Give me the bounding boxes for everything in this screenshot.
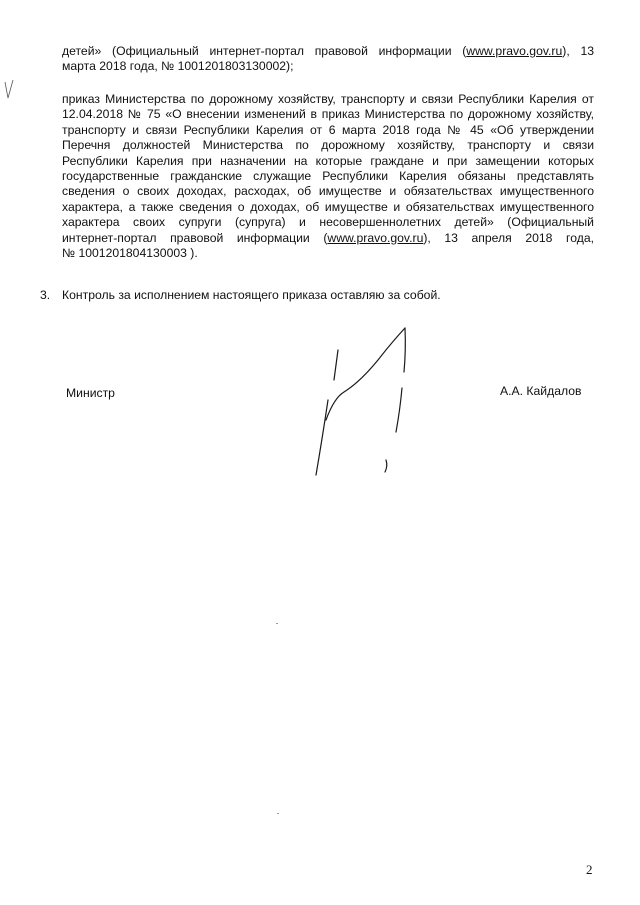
- paragraph-previous-order-continuation: [62, 44, 594, 75]
- text-line: сведения о своих доходах, расходах, об имуществе и обязательствах имущественного: [62, 184, 594, 199]
- item-number: 3.: [40, 288, 51, 302]
- text-line: детей» (Официальный интернет-портал правовой информации (www.pravo.gov.ru), 13: [62, 44, 594, 58]
- text-line: государственные гражданские служащие Республики Карелия обязаны представлять: [62, 169, 594, 184]
- margin-handwritten-mark: [2, 78, 16, 102]
- page-number: 2: [586, 862, 593, 877]
- paragraph-order-12-04-2018: [62, 92, 594, 261]
- signatory-name: А.А. Кайдалов: [500, 384, 582, 398]
- text-line: характера, а также сведения о доходах, об имуществе и обязательствах имущественного: [62, 199, 594, 214]
- scan-speck: [277, 813, 279, 814]
- handwritten-signature: [300, 320, 420, 485]
- pravo-link[interactable]: www.pravo.gov.ru: [466, 44, 563, 58]
- item-3: [40, 288, 600, 303]
- text-line: 12.04.2018 № 75 «О внесении изменений в приказ Министерства по дорожному хозяйству,: [62, 107, 594, 122]
- text-line: Республики Карелия при назначении на которые граждане и при замещении которых: [62, 153, 594, 168]
- text-line: интернет-портал правовой информации (www.pravo.gov.ru), 13 апреля 2018 года,: [62, 230, 594, 245]
- text-line: характера своих супруги (супруга) и несовершеннолетних детей» (Официальный: [62, 215, 594, 230]
- text-line: № 1001201804130003 ).: [62, 246, 198, 261]
- text-line: транспорту и связи Республики Карелия от 6 марта 2018 года № 45 «Об утверждении: [62, 122, 594, 137]
- scan-speck: [276, 623, 278, 624]
- item-text: Контроль за исполнением настоящего приказа оставляю за собой.: [62, 288, 441, 302]
- pravo-link[interactable]: www.pravo.gov.ru: [327, 230, 424, 245]
- text-line: Перечня должностей Министерства по дорожному хозяйству, транспорту и связи: [62, 138, 594, 153]
- text-line: марта 2018 года, № 1001201803130002);: [62, 59, 294, 74]
- signatory-title: Министр: [66, 386, 115, 400]
- text-line: приказ Министерства по дорожному хозяйству, транспорту и связи Республики Карелия от: [62, 92, 594, 106]
